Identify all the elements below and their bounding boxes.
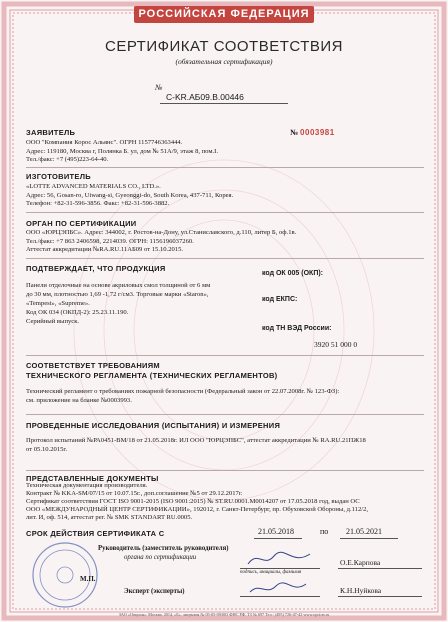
validity-from: 21.05.2018 (258, 527, 294, 536)
applicant-heading: ЗАЯВИТЕЛЬ (26, 128, 76, 137)
expert-signature-icon (248, 580, 308, 598)
ekps-code-label: код ЕКПС: (262, 296, 298, 303)
number-label: № (155, 83, 163, 92)
applicant-line: ООО "Компания Корос Альянс". ОГРН 1157746363444. (26, 139, 183, 146)
requirements-line: Технический регламент о требованиях пожарной безопасности (Федеральный закон от 22.07.2008г. № 123-ФЗ): (26, 388, 340, 395)
head-signature-label: Руководитель (заместитель руководителя) (98, 545, 229, 552)
head-name-underline (338, 568, 422, 569)
divider (26, 470, 424, 471)
divider (26, 167, 424, 168)
expert-name: К.Н.Нуйкова (340, 586, 382, 595)
product-line: Код ОК 034 (ОКПД-2): 25.23.11.190. (26, 309, 129, 316)
tnved-code-value: 3920 51 000 0 (314, 340, 358, 349)
product-heading: ПОДТВЕРЖДАЕТ, ЧТО ПРОДУКЦИЯ (26, 264, 166, 273)
document-subtitle: (обязательная сертификация) (175, 57, 273, 66)
applicant-line: Тел./факс: +7 (495)223-64-40. (26, 156, 109, 163)
product-line: до 30 мм, плотностью 1,69 -1,72 г/см3. Торговые марки «Staron», (26, 291, 209, 298)
requirements-heading-2: ТЕХНИЧЕСКОГО РЕГЛАМЕНТА (ТЕХНИЧЕСКИХ РЕГЛАМЕНТОВ) (26, 371, 278, 380)
divider (26, 212, 424, 213)
applicant-line: Адрес: 119180, Москва г, Полянка Б. ул, дом № 51А/9, этаж 8, пом.I. (26, 147, 219, 155)
documents-line: Контракт № KKA-SM/07/15 от 10.07.15г., доп.соглашение №5 от 29.12.2017г. (26, 490, 243, 497)
product-line: «Tempest», «Supreme». (26, 300, 90, 307)
validity-label: СРОК ДЕЙСТВИЯ СЕРТИФИКАТА С (26, 529, 165, 538)
divider (26, 258, 424, 259)
documents-line: ООО «МЕЖДУНАРОДНЫЙ ЦЕНТР СЕРТИФИКАЦИИ», 192012, г. Санкт-Петербург, пр. Обуховской Обороны, д.112/2, (26, 506, 369, 513)
manufacturer-heading: ИЗГОТОВИТЕЛЬ (26, 172, 91, 181)
validity-to-label: по (320, 527, 329, 536)
documents-line: лит. И, оф. 514, аттестат рег. № SMK STANDART RU.0005. (26, 514, 193, 521)
manufacturer-line: «LOTTE ADVANCED MATERIALS CO., LTD.». (26, 183, 161, 190)
product-line: Серийный выпуск. (26, 318, 80, 325)
documents-line: Техническая документация производителя. (26, 482, 148, 489)
tests-line: от 05.10.2015г. (26, 446, 68, 453)
validity-to-underline (340, 538, 398, 539)
printer-footer: ЗАО «Опцион», Москва, 2014, «Б», лицензия № 05-05-09/003 ФНС РФ, ТЗ № 697 Тел.: (495) 726-47-42 www.opcion.ru (118, 612, 330, 617)
expert-label: Эксперт (эксперты) (124, 588, 185, 595)
cert-body-heading: ОРГАН ПО СЕРТИФИКАЦИИ (26, 219, 137, 228)
cert-body-line: Тел./факс: +7 863 2406598, 2214039. ОГРН: 1156196037260. (26, 237, 194, 245)
manufacturer-line: Телефон: +82-31-596-3856. Факс: +82-31-596-3882. (26, 200, 170, 207)
documents-heading: ПРЕДСТАВЛЕННЫЕ ДОКУМЕНТЫ (26, 474, 159, 483)
serial-number (290, 128, 335, 137)
tests-line: Протокол испытаний №РА0451-ВМ/18 от 21.05.2018г. ИЛ ООО "ЮРЦЭПБС", аттестат аккредитации № RA.RU.21ПЖ18 (26, 437, 366, 444)
head-signature-label-2: органа по сертификации (124, 554, 197, 561)
expert-name-underline (338, 596, 422, 597)
document-title: СЕРТИФИКАТ СООТВЕТСТВИЯ (105, 38, 343, 55)
okp-code-label: код ОК 005 (ОКП): (262, 270, 324, 277)
banner-russian-federation: РОССИЙСКАЯ ФЕДЕРАЦИЯ (134, 6, 314, 23)
cert-body-line: Аттестат аккредитации №RA.RU.11АБ09 от 15.10.2015. (26, 246, 184, 253)
validity-from-underline (254, 538, 302, 539)
serial-label: № (290, 128, 299, 137)
signature-caption: подпись, инициалы, фамилия (240, 570, 302, 575)
tests-heading: ПРОВЕДЕННЫЕ ИССЛЕДОВАНИЯ (ИСПЫТАНИЯ) И ИЗМЕРЕНИЯ (26, 421, 281, 430)
divider (26, 414, 424, 415)
divider (26, 355, 424, 356)
registration-number: C-KR.AБ09.B.00446 (166, 92, 244, 102)
head-name: О.Е.Карпова (340, 558, 381, 567)
serial-value: 0003981 (300, 128, 335, 137)
reg-number-underline (160, 103, 288, 104)
manufacturer-line: Адрес: 56, Gosan-ro, Uiwang-si, Gyeonggi-do, South Korea, 437-711, Корея. (26, 191, 234, 199)
mp-label: М.П. (80, 575, 96, 583)
head-signature-icon (244, 548, 314, 570)
product-line: Панели отделочные на основе акриловых смол толщиной от 6 мм (26, 282, 211, 289)
requirements-heading: СООТВЕТСТВУЕТ ТРЕБОВАНИЯМ (26, 361, 160, 370)
cert-body-line: ООО «ЮРЦЭПБС». Адрес: 344002, г. Ростов-на-Дону, ул.Станиславского, д.110, литер Б, оф.1в. (26, 229, 297, 236)
requirements-line: см. приложение на бланке №0003993. (26, 397, 132, 404)
tnved-code-label: код ТН ВЭД России: (262, 325, 332, 332)
validity-to: 21.05.2021 (346, 527, 382, 536)
documents-line: Сертификат соответствия ГОСТ ISO 9001-2015 (ISO 9001:2015) № SТ.RU.0001.М0014207 от 17.05.2018 год, выдан ОС (26, 498, 360, 505)
